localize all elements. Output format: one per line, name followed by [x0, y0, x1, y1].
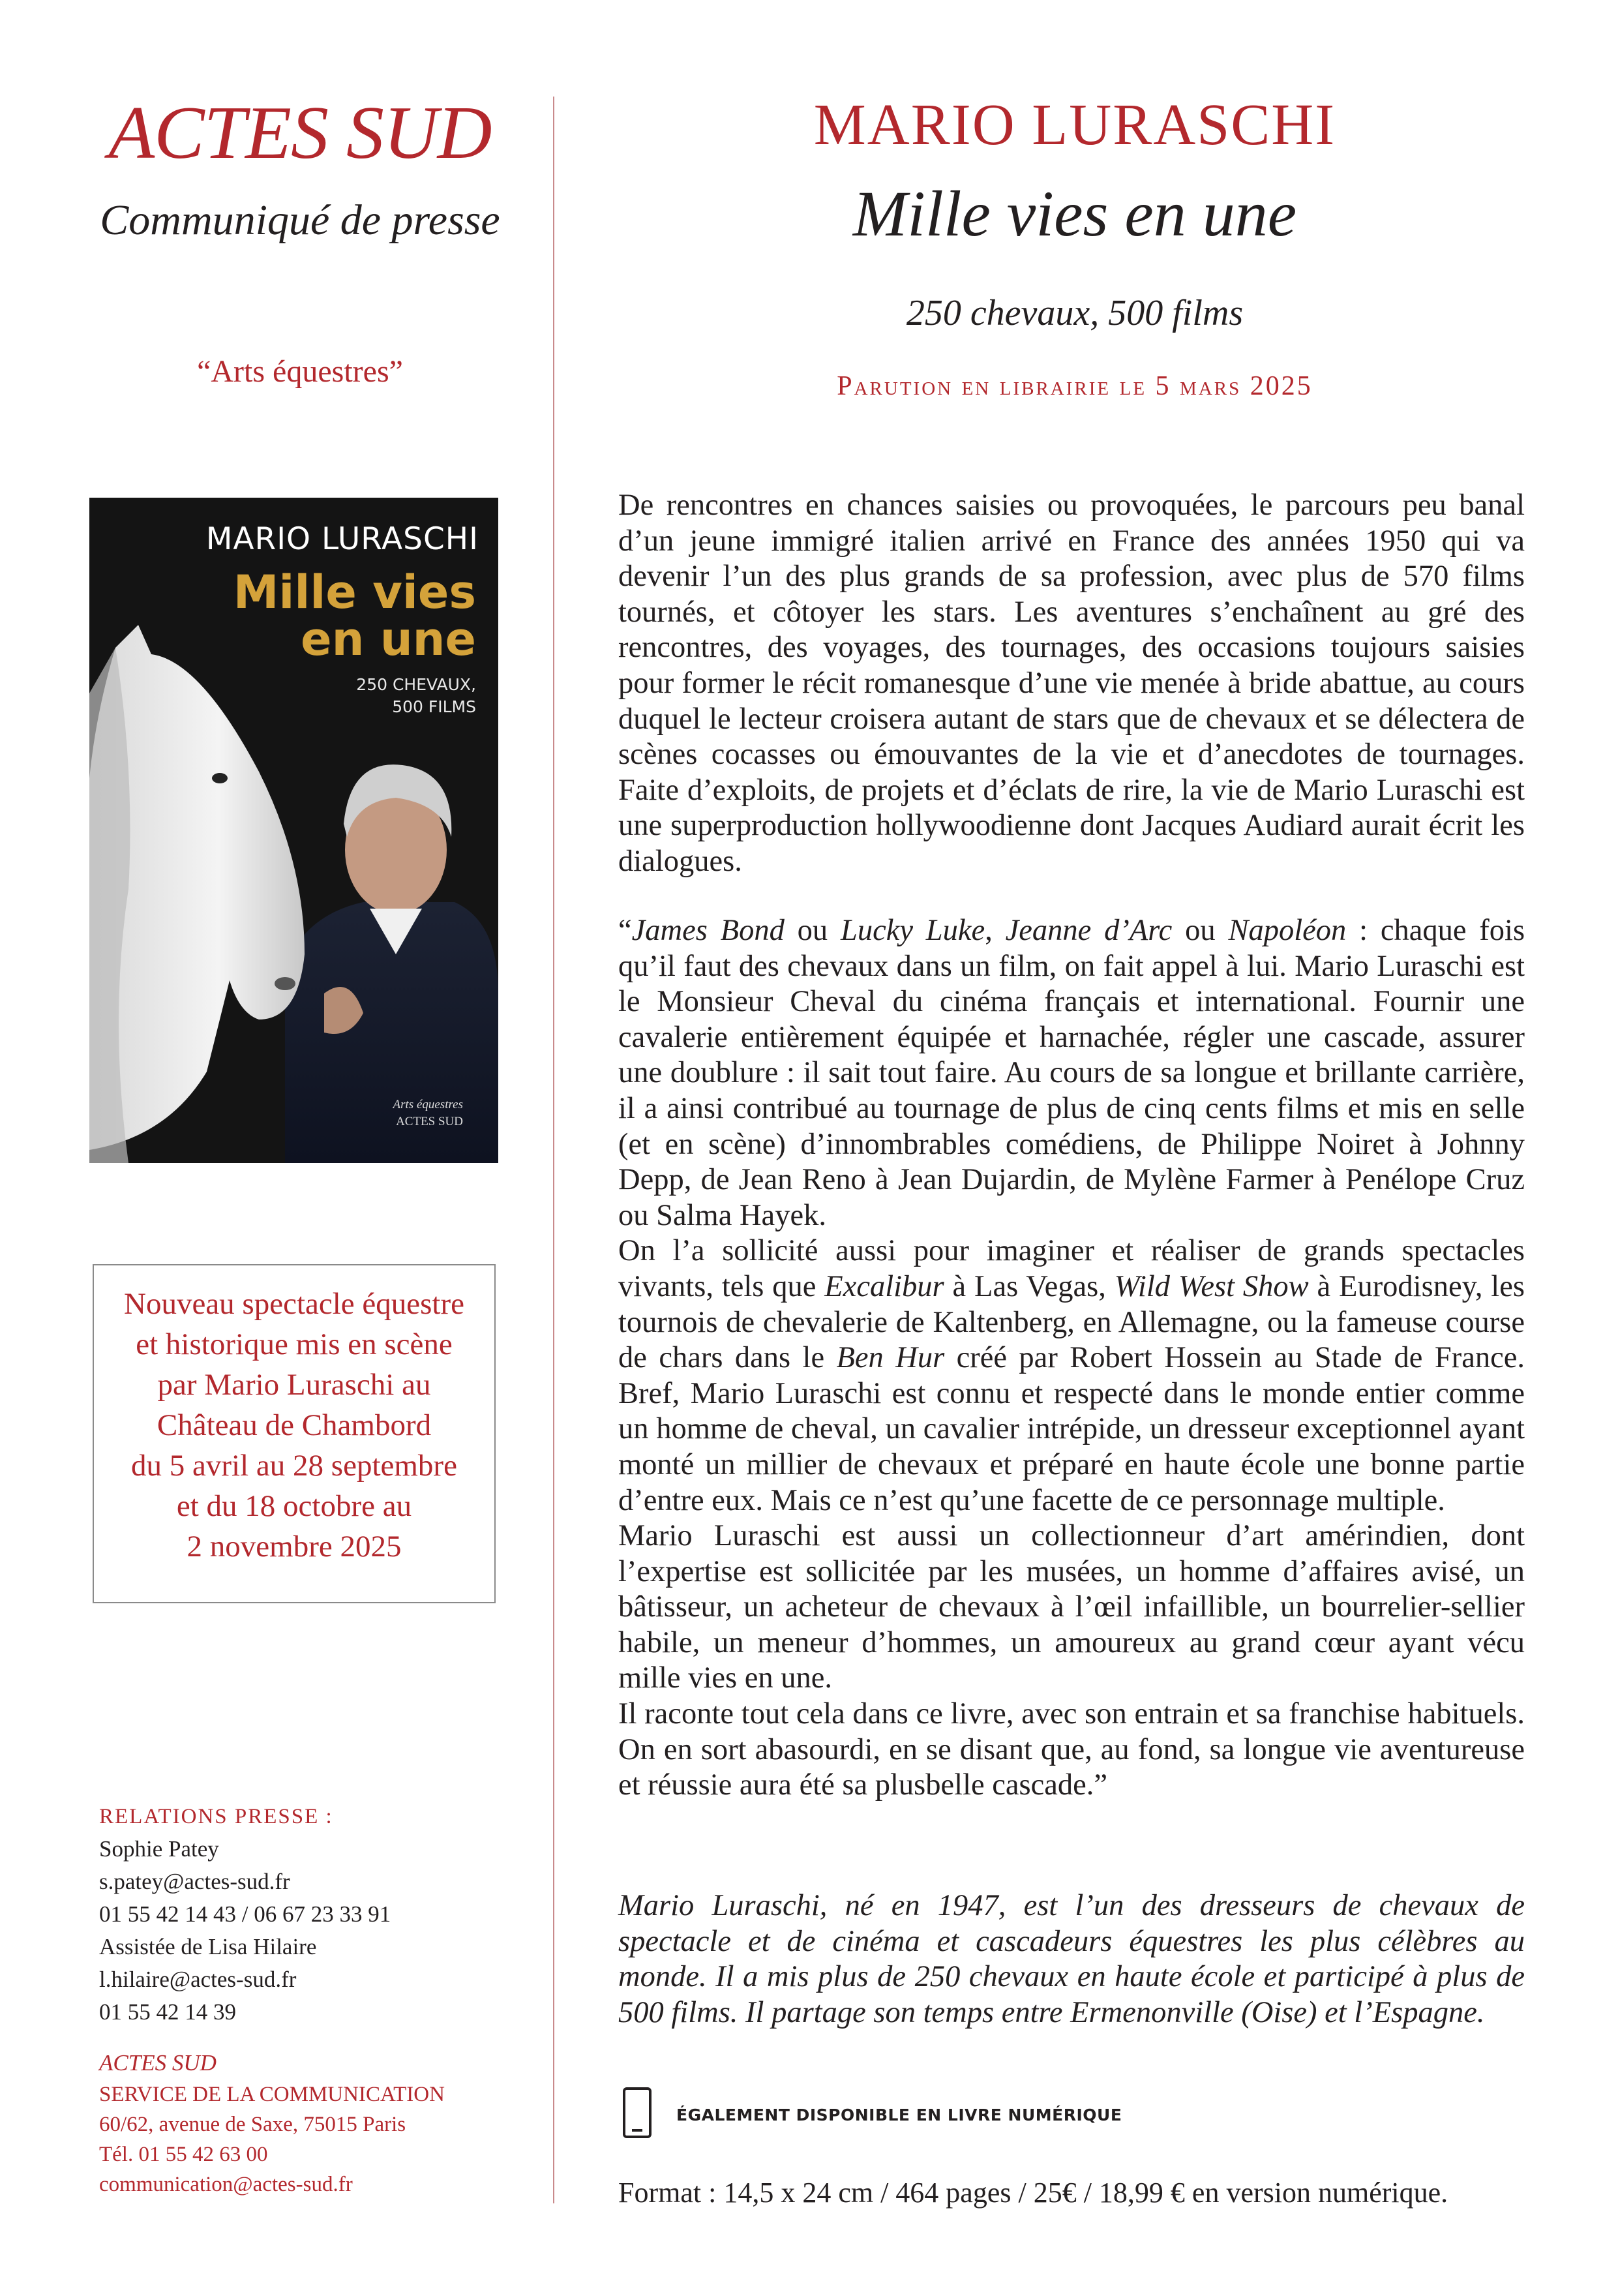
press-contact-name: Sophie Patey [99, 1836, 219, 1862]
tablet-icon [623, 2087, 652, 2138]
event-line: 2 novembre 2025 [187, 1530, 402, 1563]
cover-author: MARIO LURASCHI [205, 521, 479, 557]
press-contacts [99, 1800, 556, 2199]
collection-name: “Arts équestres” [197, 354, 403, 389]
closing-paragraph: Il raconte tout cela dans ce livre, avec son entrain et sa franchise habituels. On en sort abasourdi, en se disant que, au fond, sa longue vie aventureuse et réussie aura été sa plusbelle cascade.” [618, 1697, 1525, 1802]
author-bio [618, 1888, 1525, 2031]
show-title: Wild West Show [1114, 1269, 1309, 1303]
release-date: Parution en librairie le 5 mars 2025 [837, 371, 1313, 401]
book-subtitle: 250 chevaux, 500 films [906, 293, 1244, 333]
column-divider [553, 97, 554, 2203]
film-title: Lucky Luke [840, 914, 985, 947]
text-span: : chaque fois qu’il faut des chevaux dans un film, on fait appel à lui. Mario Luraschi est le Monsieur Cheval du cinéma français et international. Fournir une cavalerie entièrement équipée et harnachée, régler une cascade, assurer une doublure : il sait tout faire. Au cours de sa longue et brillante carrière, il a ainsi contribué au tournage de plus de cinq cents films et mis en selle (et en scène) d’innombrables comédiens, de Philippe Noiret à Johnny Depp, de Jean Reno à Jean Dujardin, de Mylène Farmer à Penélope Cruz ou Salma Hayek. [618, 914, 1525, 1232]
cover-title-line1: Mille vies [233, 566, 476, 619]
publisher-logo: ACTES SUD [108, 91, 492, 175]
quote-open: “ [618, 914, 632, 947]
bio-text: Mario Luraschi, né en 1947, est l’un des dresseurs de chevaux de spectacle et de cinéma et cascadeurs équestres les plus célèbres au monde. Il a mis plus de 250 chevaux en haute école et participé à plus de 500 films. Il partage son temps entre Ermenonville (Oise) et l’Espagne. [618, 1889, 1525, 2029]
event-line: et historique mis en scène [136, 1327, 453, 1361]
event-line: par Mario Luraschi au [157, 1368, 431, 1402]
press-service: SERVICE DE LA COMMUNICATION [99, 2083, 445, 2106]
press-assistant: Assistée de Lisa Hilaire [99, 1934, 317, 1959]
text-span: ou [1172, 914, 1229, 947]
cover-publisher: ACTES SUD [396, 1115, 463, 1128]
press-contact-phones: 01 55 42 14 43 / 06 67 23 33 91 [99, 1901, 391, 1927]
event-line: Château de Chambord [157, 1408, 432, 1442]
text-span: , [985, 914, 1006, 947]
author-name: MARIO LURASCHI [813, 93, 1336, 157]
book-cover [89, 498, 498, 1163]
cover-collection: Arts équestres [393, 1098, 463, 1111]
press-tel: Tél. 01 55 42 63 00 [99, 2143, 268, 2166]
synopsis-text: De rencontres en chances saisies ou provoquées, le parcours peu banal d’un jeune immigré italien arrivé en France des années 1950 qui va devenir l’un des plus grands de sa profession, avec plus de 570 films tournés, et côtoyer les stars. Les aventures s’enchaînent au gré des rencontres, des voyages, des tournages, des occasions toujours saisies pour former le récit romanesque d’une vie menée à bride abattue, au cours duquel le lecteur croisera autant de stars que de chevaux et se délectera de scènes cocasses ou émouvantes de la vie et d’anecdotes de tournages. Faite d’exploits, de projets et d’éclats de rire, la vie de Mario Luraschi est une superproduction hollywoodienne dont Jacques Audiard aurait écrit les dialogues. [618, 489, 1525, 878]
shows-paragraph [618, 1233, 1525, 1518]
press-contact-email[interactable]: s.patey@actes-sud.fr [99, 1869, 290, 1894]
cover-subtitle-line2: 500 FILMS [392, 697, 476, 716]
film-title: Napoléon [1228, 914, 1347, 947]
event-line: du 5 avril au 28 septembre [131, 1449, 457, 1483]
text-span: à Las Vegas, [944, 1269, 1115, 1303]
cover-subtitle-line1: 250 CHEVAUX, [356, 675, 476, 694]
film-title: James Bond [631, 914, 785, 947]
text-span: créé par Robert Hossein au Stade de France. Bref, Mario Luraschi est connu et respecté dans le monde entier comme un homme de cheval, un cavalier intrépide, un dresseur exceptionnel ayant monté un millier de chevaux et préparé en haute école une bonne partie d’entre eux. Mais ce n’est qu’une facette de ce personnage multiple. [618, 1341, 1525, 1517]
press-assistant-phone: 01 55 42 14 39 [99, 1999, 236, 2025]
text-span: ou [784, 914, 841, 947]
press-address: 60/62, avenue de Saxe, 75015 Paris [99, 2113, 406, 2136]
text-span: On l’a sollicité aussi pour imaginer et réaliser de grands spectacles vivants, tels que [618, 1234, 1525, 1303]
event-line: Nouveau spectacle équestre [124, 1287, 464, 1321]
book-title: Mille vies en une [852, 177, 1297, 250]
press-assistant-email[interactable]: l.hilaire@actes-sud.fr [99, 1967, 297, 1992]
show-title: Excalibur [824, 1269, 944, 1303]
collector-paragraph: Mario Luraschi est aussi un collectionneur d’art amérindien, dont l’expertise est sollicitée par les musées, un homme d’affaires avisé, un bâtisseur, un acheteur de chevaux à l’œil infaillible, un bourrelier-sellier habile, un meneur d’hommes, un amoureux au grand cœur ayant vécu mille vies en une. [618, 1519, 1525, 1695]
digital-availability: ÉGALEMENT DISPONIBLE EN LIVRE NUMÉRIQUE [676, 2106, 1122, 2124]
film-title: Jeanne d’Arc [1005, 914, 1173, 947]
event-box [93, 1264, 496, 1603]
synopsis-paragraph [618, 488, 1525, 880]
show-title: Ben Hur [836, 1341, 945, 1375]
press-label: RELATIONS PRESSE : [99, 1805, 333, 1828]
cover-title-line2: en une [301, 612, 476, 666]
event-line: et du 18 octobre au [176, 1489, 412, 1523]
press-org: ACTES SUD [99, 2050, 217, 2076]
text-span: à Eurodisney, les tournois de chevalerie de Kaltenberg, en Allemagne, ou la fameuse course de chars dans le [618, 1269, 1525, 1375]
quote-paragraph [618, 913, 1525, 1233]
press-comm-email[interactable]: communication@actes-sud.fr [99, 2173, 353, 2196]
press-release-label: Communiqué de presse [100, 196, 500, 244]
quote-block [618, 913, 1525, 1804]
book-format: Format : 14,5 x 24 cm / 464 pages / 25€ / 18,99 € en version numérique. [618, 2177, 1448, 2209]
